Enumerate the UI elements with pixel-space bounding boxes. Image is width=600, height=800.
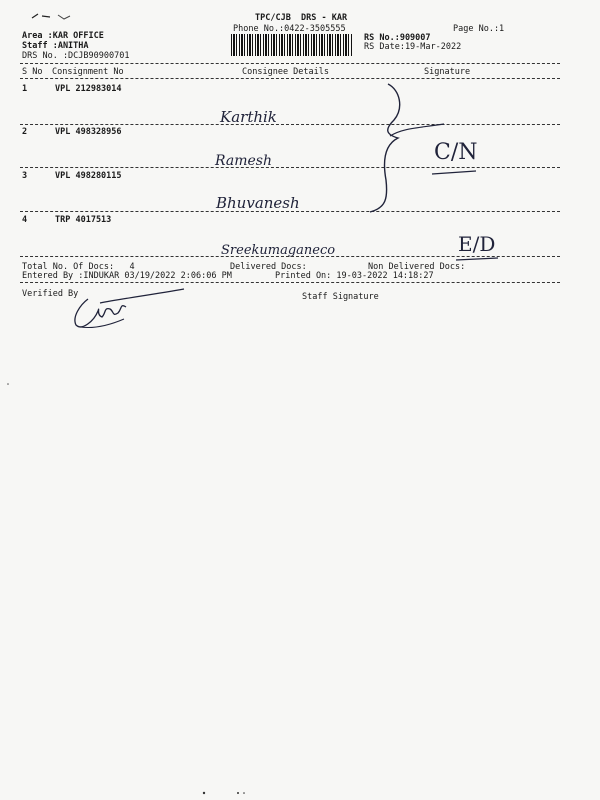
staff-label: Staff :ANITHA [22,41,89,51]
stray-mark [28,10,78,24]
rs-date: RS Date:19-Mar-2022 [364,42,462,52]
total-docs: Total No. Of Docs: 4 [22,262,135,272]
printed-on: Printed On: 19-03-2022 14:18:27 [275,271,434,281]
drs-number: DRS No. :DCJB90900701 [22,51,130,61]
col-sno: S No [22,67,43,77]
col-signature: Signature [424,67,471,77]
row-sno: 4 [22,215,28,225]
handwritten-name: Sreekumaganeco [221,243,336,258]
col-consignee: Consignee Details [242,67,329,77]
handwritten-name: Ramesh [215,153,272,169]
stray-mark [200,788,260,798]
cn-underline [430,168,480,178]
non-delivered-docs: Non Delivered Docs: [368,262,466,272]
rs-number: RS No.:909007 [364,33,431,43]
row-sno: 1 [22,84,28,94]
page-number: Page No.:1 [453,24,505,34]
row-consignment: TRP 4017513 [55,215,112,225]
row-consignment: VPL 498280115 [55,171,122,181]
stray-mark [4,380,12,388]
verified-by: Verified By [22,289,79,299]
document-title: TPC/CJB DRS - KAR [255,13,348,23]
verifier-signature [60,285,190,335]
entered-by: Entered By :INDUKAR 03/19/2022 2:06:06 PM [22,271,232,281]
handwritten-stroke [388,122,448,142]
phone-number: Phone No.:0422-3505555 [233,24,346,34]
divider [20,282,560,283]
handwritten-name: Bhuvanesh [216,194,300,212]
cn-mark: C/N [434,140,478,165]
col-consignment: Consignment No [52,67,124,77]
row-consignment: VPL 498328956 [55,127,122,137]
row-divider [20,211,560,212]
row-consignment: VPL 212983014 [55,84,122,94]
handwritten-name: Karthik [220,108,277,126]
barcode [231,34,353,56]
row-sno: 2 [22,127,28,137]
ed-mark: E/D [458,232,496,256]
delivered-docs: Delivered Docs: [230,262,307,272]
row-divider [20,124,560,125]
divider [20,78,560,79]
handwritten-brace [360,80,420,220]
divider [20,63,560,64]
staff-signature: Staff Signature [302,292,379,302]
area-label: Area :KAR OFFICE [22,31,104,41]
row-sno: 3 [22,171,28,181]
